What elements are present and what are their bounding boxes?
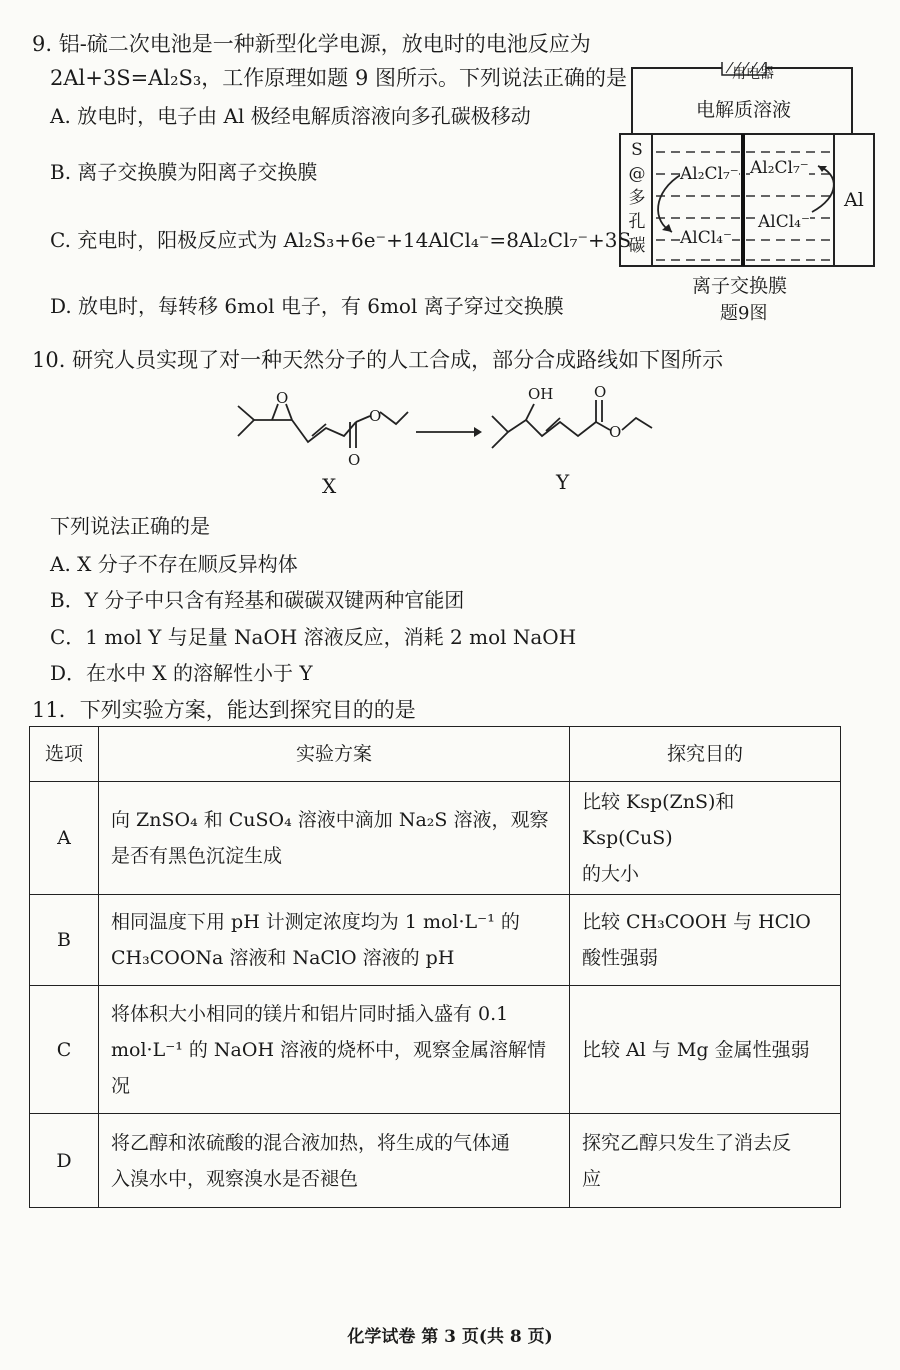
q10-stem: 10. 研究人员实现了对一种天然分子的人工合成，部分合成路线如下图所示 <box>32 348 724 372</box>
q11-stem: 11．下列实验方案，能达到探究目的的是 <box>32 698 416 722</box>
molecule-x-label: X <box>322 474 337 498</box>
header-goal: 探究目的 <box>570 727 841 782</box>
table-row <box>30 782 841 895</box>
membrane-label: 离子交换膜 <box>692 275 788 297</box>
y-carbonyl-oxygen: O <box>594 383 607 401</box>
q10-prompt: 下列说法正确的是 <box>50 514 210 538</box>
ion-label-bottom-right: AlCl₄⁻ <box>758 212 810 232</box>
row-plan: 将体积大小相同的镁片和铝片同时插入盛有 0.1 mol·L⁻¹ 的 NaOH 溶液的烧杯中，观察金属溶解情 况 <box>99 986 570 1114</box>
table-row <box>30 986 841 1114</box>
row-option-label: D <box>30 1114 99 1208</box>
row-goal: 比较 Ksp(ZnS)和 Ksp(CuS) 的大小 <box>570 782 841 895</box>
table-row <box>30 1114 841 1208</box>
q10-option-a: A. X 分子不存在顺反异构体 <box>50 552 298 576</box>
right-reaction-arrow <box>812 166 834 212</box>
header-option: 选项 <box>30 727 99 782</box>
row-option-label: B <box>30 895 99 986</box>
header-plan: 实验方案 <box>99 727 570 782</box>
q10-option-b: B．Y 分子中只含有羟基和碳碳双键两种官能团 <box>50 588 465 612</box>
figure-caption: 题9图 <box>720 303 768 324</box>
right-electrode-label: Al <box>844 189 864 211</box>
ion-label-top-right: Al₂Cl₇⁻ <box>750 158 809 178</box>
table-header-row <box>30 727 841 782</box>
q9-option-d: D. 放电时，每转移 6mol 电子，有 6mol 离子穿过交换膜 <box>50 294 564 318</box>
q9-option-a: A. 放电时，电子由 Al 极经电解质溶液向多孔碳极移动 <box>50 104 531 128</box>
row-goal: 探究乙醇只发生了消去反 应 <box>570 1114 841 1208</box>
row-option-label: C <box>30 986 99 1114</box>
y-ester-oxygen: O <box>609 423 622 441</box>
device-label: 用电器 <box>732 66 774 82</box>
electrolyte-label: 电解质溶液 <box>696 99 792 121</box>
x-ester-oxygen: O <box>369 407 382 425</box>
x-epoxide-oxygen: O <box>276 389 289 407</box>
row-plan: 向 ZnSO₄ 和 CuSO₄ 溶液中滴加 Na₂S 溶液，观察 是否有黑色沉淀生成 <box>99 782 570 895</box>
table-row <box>30 895 841 986</box>
row-goal: 比较 Al 与 Mg 金属性强弱 <box>570 986 841 1114</box>
q10-option-d: D．在水中 X 的溶解性小于 Y <box>50 661 313 685</box>
experiment-table <box>29 726 841 1208</box>
q9-stem-line2: 2Al+3S=Al₂S₃，工作原理如题 9 图所示。下列说法正确的是 <box>50 66 627 90</box>
synthesis-route <box>230 376 690 506</box>
row-plan: 相同温度下用 pH 计测定浓度均为 1 mol·L⁻¹ 的 CH₃COONa 溶液和 NaClO 溶液的 pH <box>99 895 570 986</box>
battery-diagram <box>612 62 882 330</box>
q9-stem-line1: 9. 铝-硫二次电池是一种新型化学电源，放电时的电池反应为 <box>32 32 591 56</box>
ion-label-top-left: Al₂Cl₇⁻ <box>680 164 739 184</box>
left-electrode-label: S @ 多 孔 碳 <box>628 140 646 256</box>
row-plan: 将乙醇和浓硫酸的混合液加热，将生成的气体通 入溴水中，观察溴水是否褪色 <box>99 1114 570 1208</box>
molecule-y-label: Y <box>556 470 570 494</box>
row-goal: 比较 CH₃COOH 与 HClO 酸性强弱 <box>570 895 841 986</box>
left-reaction-arrow <box>658 174 682 232</box>
q9-option-c: C. 充电时，阳极反应式为 Al₂S₃+6e⁻+14AlCl₄⁻=8Al₂Cl₇⁻+3S <box>50 228 632 252</box>
ion-label-bottom-left: AlCl₄⁻ <box>680 228 732 248</box>
x-carbonyl-oxygen: O <box>348 451 361 469</box>
page-footer: 化学试卷 第 3 页(共 8 页) <box>347 1327 553 1347</box>
q9-option-b: B. 离子交换膜为阳离子交换膜 <box>50 160 318 184</box>
y-hydroxyl-label: OH <box>528 385 554 403</box>
q10-option-c: C．1 mol Y 与足量 NaOH 溶液反应，消耗 2 mol NaOH <box>50 625 577 649</box>
row-option-label: A <box>30 782 99 895</box>
